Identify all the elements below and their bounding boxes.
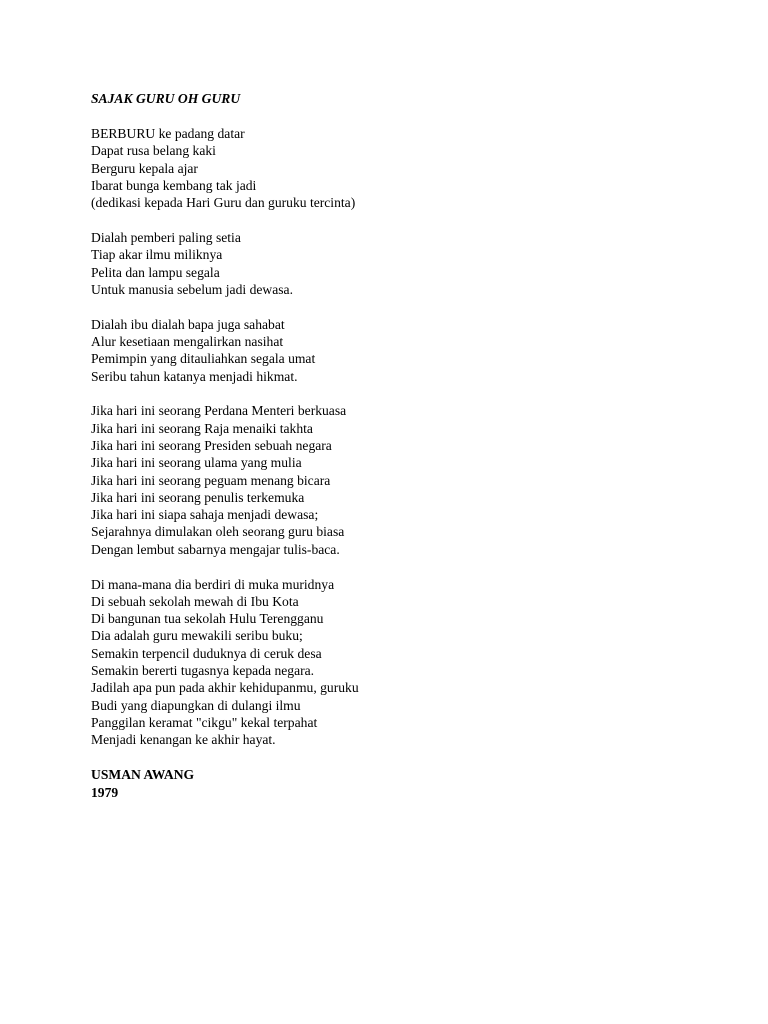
poem-line: Dialah ibu dialah bapa juga sahabat (91, 316, 285, 332)
poem-line: Jika hari ini seorang peguam menang bicara (91, 472, 331, 488)
poem-line: Tiap akar ilmu miliknya (91, 247, 223, 263)
poem-line: Jika hari ini seorang Presiden sebuah negara (91, 437, 332, 453)
poem-line: Semakin terpencil duduknya di ceruk desa (91, 645, 322, 661)
poem-line: Di bangunan tua sekolah Hulu Terengganu (91, 611, 324, 627)
poem-year: 1979 (91, 784, 119, 800)
poem-line: BERBURU ke padang datar (91, 125, 245, 141)
poem-line: Seribu tahun katanya menjadi hikmat. (91, 368, 298, 384)
poem-line: Semakin bererti tugasnya kepada negara. (91, 663, 315, 678)
poem-line: Jika hari ini seorang Perdana Menteri berkuasa (91, 403, 347, 419)
poem-line: Jika hari ini seorang ulama yang mulia (91, 455, 302, 471)
poem-line: Pelita dan lampu segala (91, 264, 220, 280)
stanza-3 (91, 316, 711, 385)
stanza-4 (91, 402, 711, 558)
poem-line: Jika hari ini seorang penulis terkemuka (91, 489, 305, 505)
poem-line: Pemimpin yang ditauliahkan segala umat (91, 351, 316, 367)
poem-line: Dia adalah guru mewakili seribu buku; (91, 628, 303, 644)
poem-line: Dapat rusa belang kaki (91, 143, 216, 159)
poem-line: Menjadi kenangan ke akhir hayat. (91, 732, 276, 748)
dedication-line: (dedikasi kepada Hari Guru dan guruku tercinta) (91, 195, 356, 211)
poem-line: Dengan lembut sabarnya mengajar tulis-baca. (91, 541, 340, 557)
poem-line: Untuk manusia sebelum jadi dewasa. (91, 281, 293, 297)
poem-document (91, 90, 711, 801)
poem-line: Di mana-mana dia berdiri di muka muridnya (91, 576, 335, 592)
poem-line: Panggilan keramat "cikgu" kekal terpahat (91, 714, 318, 730)
poem-line: Ibarat bunga kembang tak jadi (91, 177, 257, 193)
poem-line: Berguru kepala ajar (91, 160, 198, 176)
poem-line: Dialah pemberi paling setia (91, 229, 241, 245)
poem-line: Jika hari ini siapa sahaja menjadi dewasa; (91, 507, 319, 523)
poem-line: Alur kesetiaan mengalirkan nasihat (91, 333, 284, 349)
poem-line: Budi yang diapungkan di dulangi ilmu (91, 697, 301, 713)
poem-line: Jika hari ini seorang Raja menaiki takhta (91, 420, 313, 436)
poem-line: Sejarahnya dimulakan oleh seorang guru biasa (91, 524, 345, 540)
stanza-1 (91, 125, 711, 211)
author-name: USMAN AWANG (91, 766, 195, 782)
stanza-5 (91, 576, 711, 749)
poem-title: SAJAK GURU OH GURU (91, 91, 241, 106)
stanza-2 (91, 229, 711, 298)
poem-line: Di sebuah sekolah mewah di Ibu Kota (91, 593, 299, 609)
poem-line: Jadilah apa pun pada akhir kehidupanmu, guruku (91, 680, 359, 696)
